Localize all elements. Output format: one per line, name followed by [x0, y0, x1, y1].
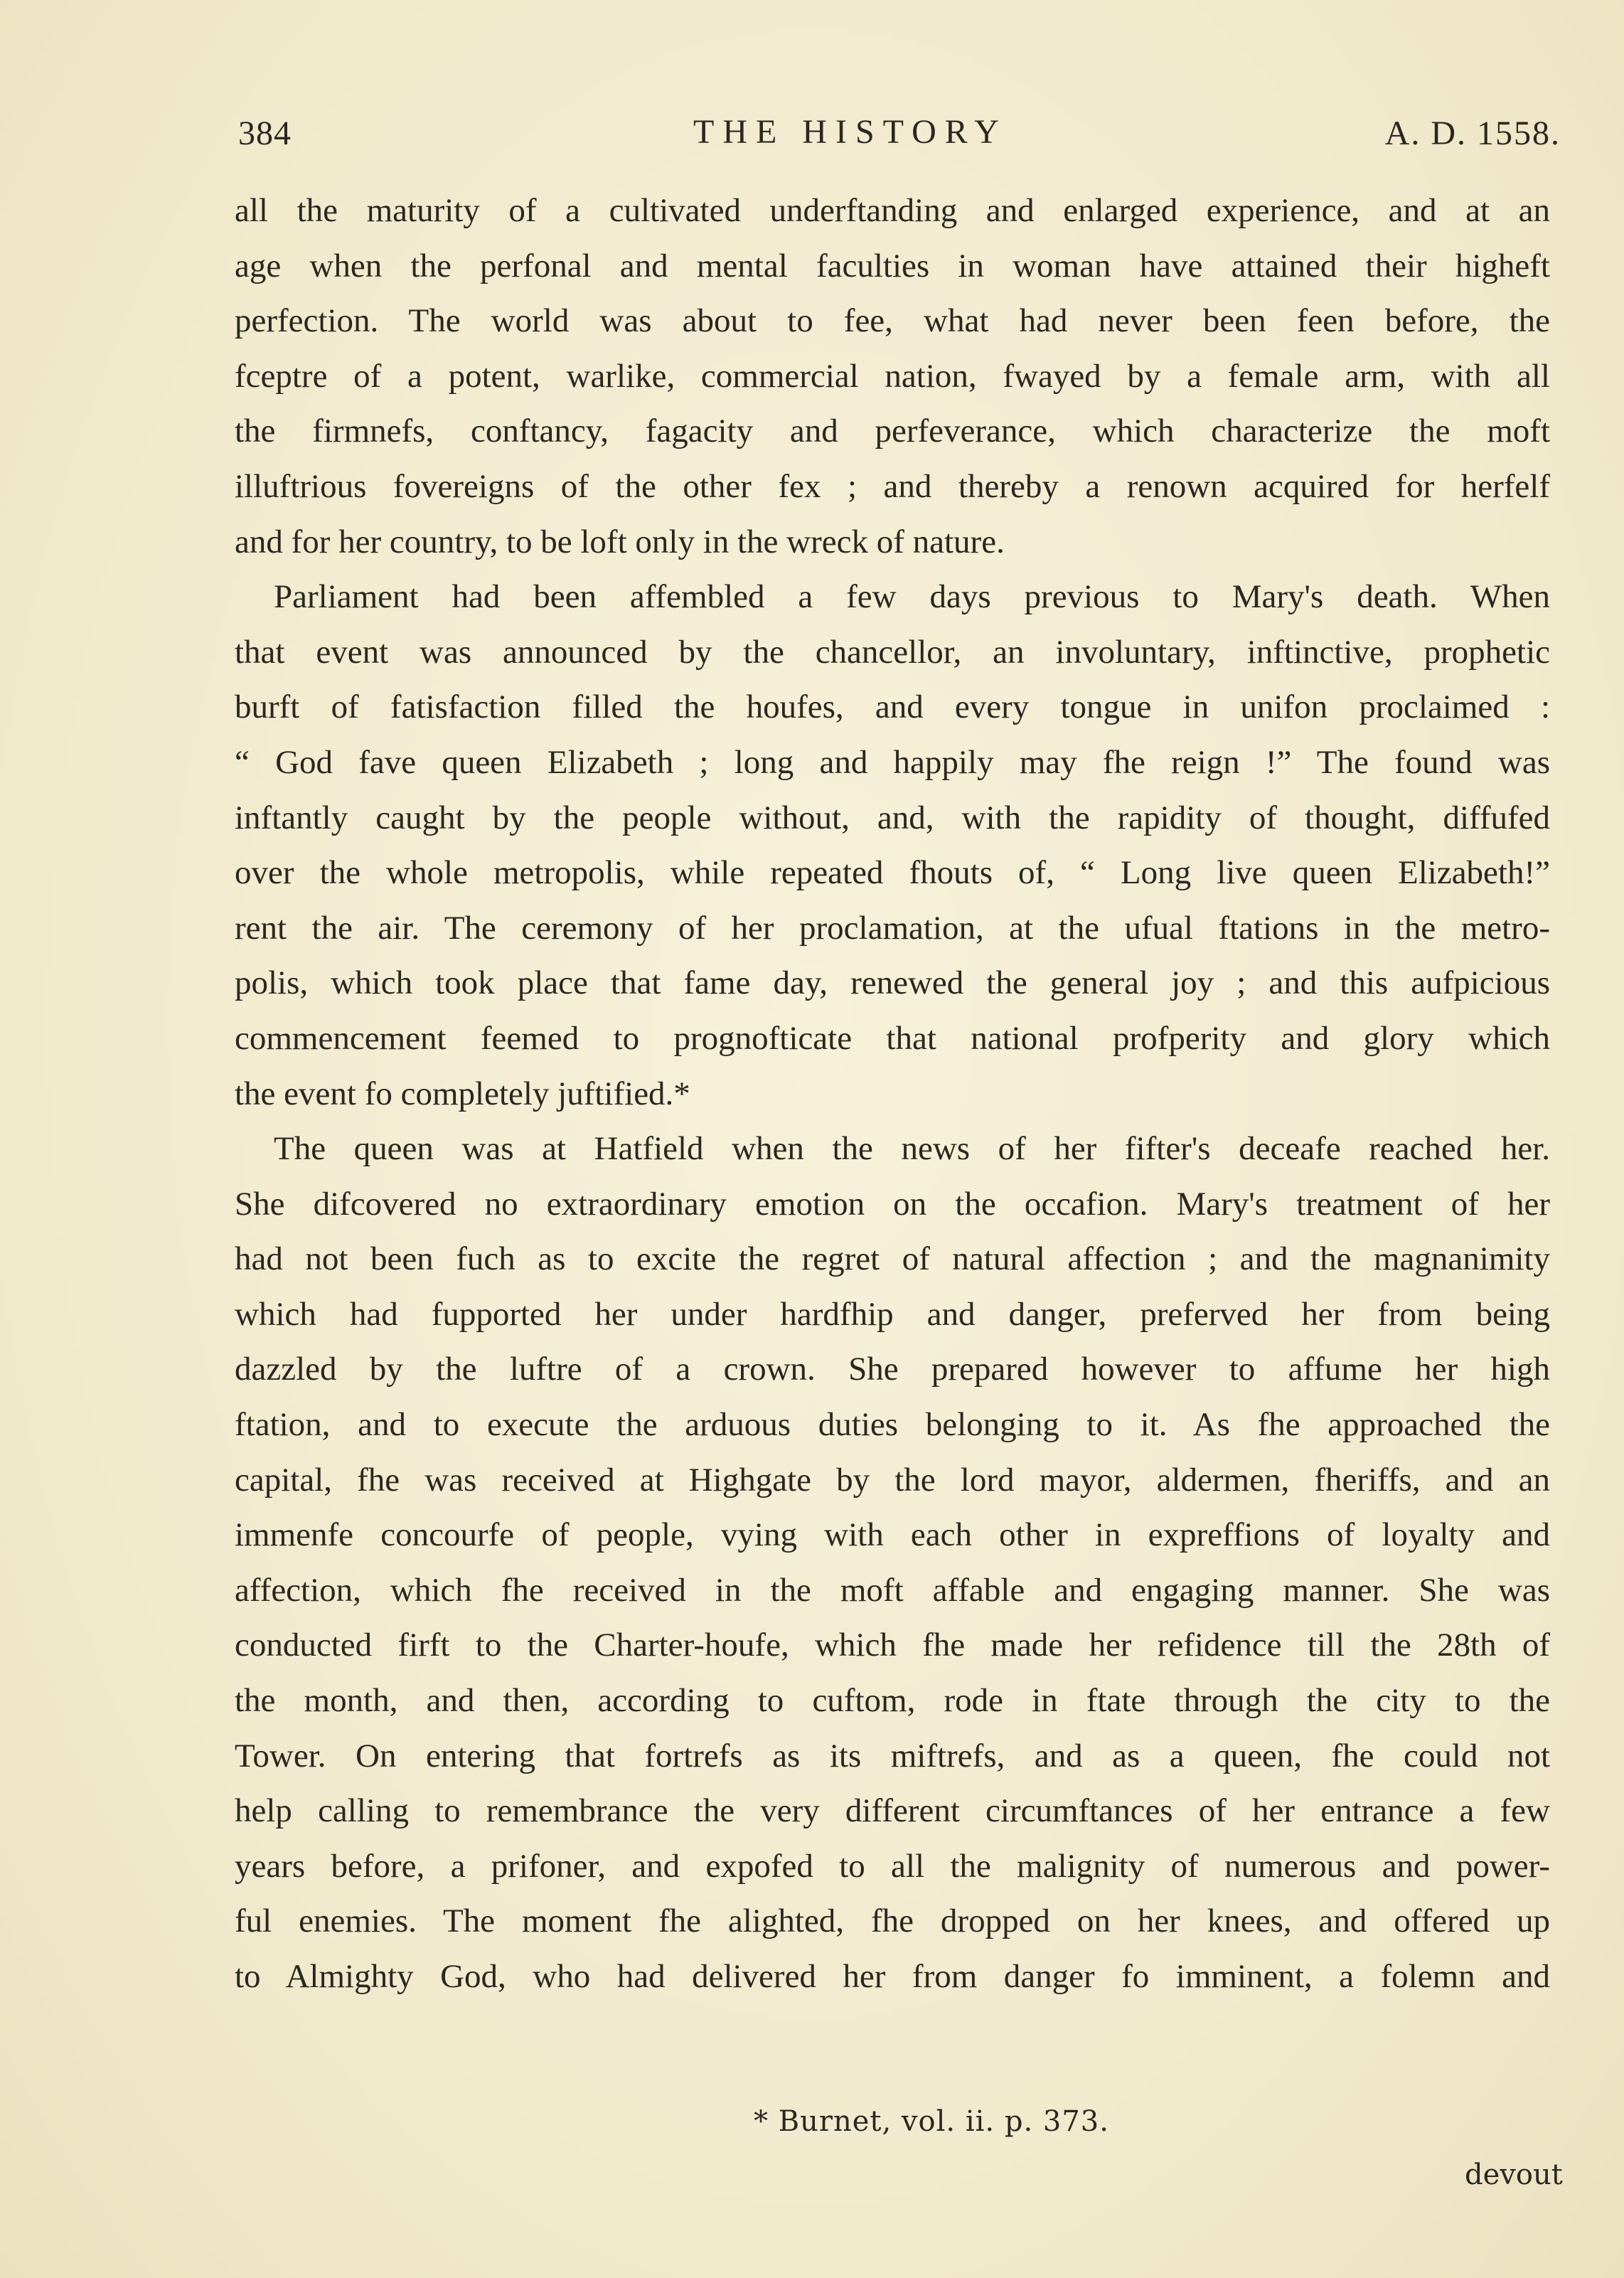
text-line: inftantly caught by the people without, and, with the rapidity of thought, diffufed: [235, 799, 1550, 836]
text-line: conducted firft to the Charter-houfe, which fhe made her refidence till the 28th of: [235, 1627, 1550, 1664]
running-date: A. D. 1558.: [1384, 115, 1561, 152]
text-line: “ God fave queen Elizabeth ; long and happily may fhe reign !” The found was: [235, 743, 1550, 781]
text-line: The queen was at Hatfield when the news of her fifter's deceafe reached her.: [274, 1130, 1550, 1168]
text-line: and for her country, to be loft only in the wreck of nature.: [235, 523, 1005, 560]
page-number: 384: [238, 115, 292, 152]
text-line: perfection. The world was about to fee, what had never been feen before, the: [235, 302, 1550, 340]
running-title: THE HISTORY: [693, 113, 1008, 151]
text-line: help calling to remembrance the very different circumftances of her entrance a few: [235, 1792, 1550, 1830]
text-line: the firmnefs, conftancy, fagacity and perfeverance, which characterize the moft: [235, 413, 1550, 450]
text-line: all the maturity of a cultivated underftanding and enlarged experience, and at an: [235, 192, 1550, 229]
body-text: [235, 183, 1550, 2005]
text-line: commencement feemed to prognofticate that national profperity and glory which: [235, 1019, 1550, 1057]
text-line: Parliament had been affembled a few days previous to Mary's death. When: [274, 578, 1550, 616]
text-line: the month, and then, according to cuftom, rode in ftate through the city to the: [235, 1682, 1550, 1720]
text-line: fceptre of a potent, warlike, commercial nation, fwayed by a female arm, with all: [235, 357, 1550, 395]
text-line: that event was announced by the chancellor, an involuntary, inftinctive, prophetic: [235, 633, 1550, 671]
text-line: rent the air. The ceremony of her proclamation, at the ufual ftations in the metro-: [235, 909, 1550, 947]
text-line: immenfe concourfe of people, vying with each other in expreffions of loyalty and: [235, 1516, 1550, 1554]
text-line: Tower. On entering that fortrefs as its miftrefs, and as a queen, fhe could not: [235, 1737, 1550, 1774]
page-header: [238, 107, 1561, 164]
text-line: age when the perfonal and mental faculties in woman have attained their higheft: [235, 247, 1550, 284]
text-line: polis, which took place that fame day, renewed the general joy ; and this aufpicious: [235, 964, 1550, 1002]
text-line: ful enemies. The moment fhe alighted, fhe dropped on her knees, and offered up: [235, 1902, 1550, 1940]
footnote: * Burnet, vol. ii. p. 373.: [754, 2105, 1109, 2138]
text-line: years before, a prifoner, and expofed to all the malignity of numerous and power-: [235, 1847, 1550, 1885]
text-line: had not been fuch as to excite the regret of natural affection ; and the magnanimity: [235, 1240, 1550, 1278]
text-line: illuftrious fovereigns of the other fex ; and thereby a renown acquired for herfelf: [235, 467, 1550, 505]
text-line: the event fo completely juftified.*: [235, 1075, 690, 1112]
text-line: which had fupported her under hardfhip and danger, preferved her from being: [235, 1295, 1550, 1333]
text-line: burft of fatisfaction filled the houfes, and every tongue in unifon proclaimed :: [235, 688, 1550, 726]
text-line: ftation, and to execute the arduous duties belonging to it. As fhe approached the: [235, 1406, 1550, 1444]
text-line: She difcovered no extraordinary emotion on the occafion. Mary's treatment of her: [235, 1185, 1550, 1223]
text-line: affection, which fhe received in the moft affable and engaging manner. She was: [235, 1571, 1550, 1609]
text-line: to Almighty God, who had delivered her from danger fo imminent, a folemn and: [235, 1958, 1550, 1995]
text-line: capital, fhe was received at Highgate by the lord mayor, aldermen, fheriffs, and an: [235, 1461, 1550, 1499]
catchword: devout: [1465, 2159, 1563, 2191]
text-line: over the whole metropolis, while repeated fhouts of, “ Long live queen Elizabeth!”: [235, 854, 1550, 892]
text-line: dazzled by the luftre of a crown. She prepared however to affume her high: [235, 1351, 1550, 1388]
